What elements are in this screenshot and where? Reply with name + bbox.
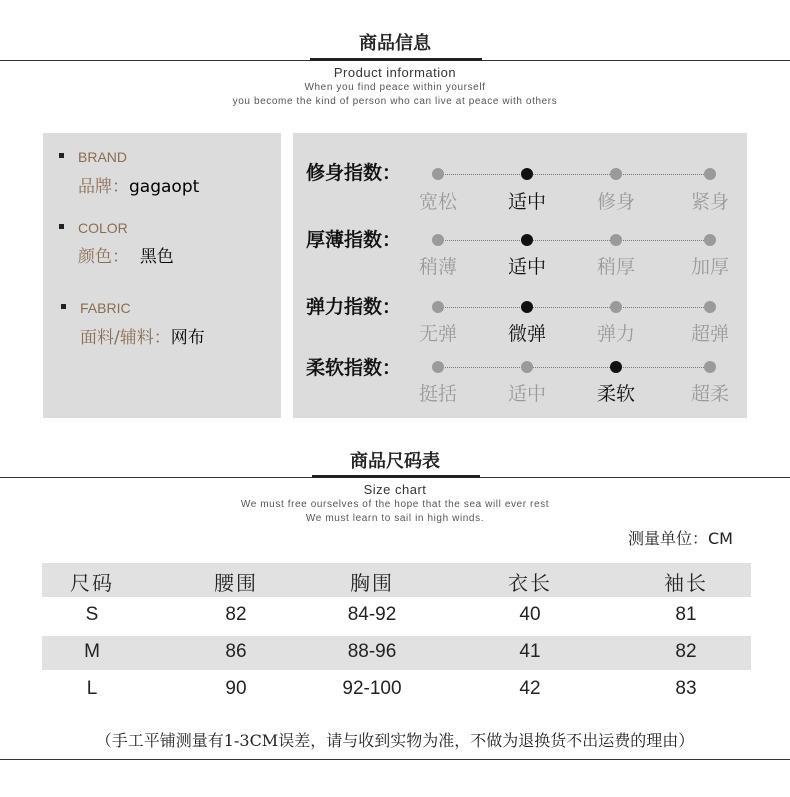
size-table-cell: 92-100: [342, 678, 402, 699]
size-table-cell: 84-92: [347, 604, 397, 625]
size-table-cell: 82: [225, 604, 247, 625]
measurement-unit: 测量单位：CM: [628, 529, 733, 548]
size-section-subtitle: Size chart: [363, 482, 427, 497]
index-option: 挺括: [418, 383, 457, 405]
index-dot: [432, 361, 444, 373]
index-dot: [432, 301, 444, 313]
index-dot: [704, 301, 716, 313]
size-table-header-cell: 尺码: [70, 571, 114, 595]
info-section-underline: [310, 58, 482, 61]
index-dot: [610, 301, 622, 313]
size-section-tagline-2: We must learn to sail in high winds.: [305, 513, 485, 524]
fabric-key: 面料/辅料：: [80, 328, 171, 348]
index-track: [438, 240, 710, 241]
index-dot: [521, 361, 533, 373]
size-table-header-cell: 袖长: [664, 571, 708, 595]
size-table-cell: 86: [225, 641, 247, 662]
index-option-selected: 柔软: [596, 383, 635, 405]
index-dot: [704, 168, 716, 180]
index-dot: [432, 168, 444, 180]
size-table-cell: 40: [519, 604, 541, 625]
info-section-title: 商品信息: [359, 33, 431, 54]
index-option: 紧身: [690, 191, 729, 213]
index-title: 厚薄指数：: [306, 229, 402, 251]
brand-label: BRAND: [78, 149, 128, 165]
fabric-value: 网布: [170, 328, 205, 348]
size-table-cell: 83: [675, 678, 697, 699]
index-option: 稍薄: [418, 256, 457, 278]
size-section-title: 商品尺码表: [350, 451, 440, 472]
index-option: 适中: [507, 383, 546, 405]
index-dot: [704, 234, 716, 246]
index-option: 无弹: [418, 323, 457, 345]
measurement-note: （手工平铺测量有1-3CM误差，请与收到实物为准，不做为退换货不出运费的理由）: [95, 731, 695, 750]
index-title: 修身指数：: [306, 162, 402, 184]
index-option-selected: 微弹: [507, 323, 546, 345]
size-section-tagline-1: We must free ourselves of the hope that the sea will ever rest: [240, 499, 550, 510]
index-option-selected: 适中: [507, 256, 546, 278]
size-table-cell: 81: [675, 604, 697, 625]
index-option: 宽松: [418, 191, 457, 213]
index-dot-selected: [521, 234, 533, 246]
index-option: 超弹: [690, 323, 729, 345]
size-section-underline: [312, 475, 480, 478]
index-dot-selected: [521, 301, 533, 313]
brand-value-line: [78, 172, 199, 197]
color-value: 黑色: [139, 247, 174, 267]
index-option: 加厚: [690, 256, 729, 278]
index-track: [438, 174, 710, 175]
color-value-line: [78, 242, 174, 267]
size-table-cell: L: [86, 678, 98, 699]
brand-key: 品牌：: [78, 177, 129, 197]
fabric-bullet: [61, 304, 66, 309]
index-track: [438, 307, 710, 308]
info-section-tagline-1: When you find peace within yourself: [304, 82, 486, 93]
brand-bullet: [59, 153, 64, 158]
info-section-subtitle: Product information: [333, 65, 457, 80]
size-table-header-cell: 腰围: [214, 571, 258, 595]
fabric-value-line: [80, 323, 205, 348]
index-dot: [610, 168, 622, 180]
index-dot-selected: [610, 361, 622, 373]
size-table-cell: 90: [225, 678, 247, 699]
color-bullet: [59, 224, 64, 229]
size-table-cell: S: [85, 604, 99, 625]
index-option: 稍厚: [596, 256, 635, 278]
index-dot: [432, 234, 444, 246]
size-table-cell: M: [84, 641, 100, 662]
index-track: [438, 367, 710, 368]
index-title: 弹力指数：: [306, 296, 402, 318]
index-dot: [610, 234, 622, 246]
size-table-cell: 82: [675, 641, 697, 662]
index-title: 柔软指数：: [306, 357, 402, 379]
brand-value: gagaopt: [129, 177, 200, 197]
color-key: 颜色：: [78, 247, 129, 267]
size-table-header-cell: 衣长: [508, 571, 552, 595]
color-label: COLOR: [78, 220, 128, 236]
fabric-label: FABRIC: [80, 300, 131, 316]
index-option: 修身: [596, 191, 635, 213]
size-table-header-cell: 胸围: [350, 571, 394, 595]
index-option: 超柔: [690, 383, 729, 405]
index-option: 弹力: [596, 323, 635, 345]
info-section-tagline-2: you become the kind of person who can live at peace with others: [232, 96, 558, 107]
size-table-cell: 88-96: [347, 641, 397, 662]
index-option-selected: 适中: [507, 191, 546, 213]
bottom-divider: [0, 759, 790, 760]
size-table-cell: 42: [519, 678, 541, 699]
index-dot-selected: [521, 168, 533, 180]
index-dot: [704, 361, 716, 373]
size-table-cell: 41: [519, 641, 541, 662]
